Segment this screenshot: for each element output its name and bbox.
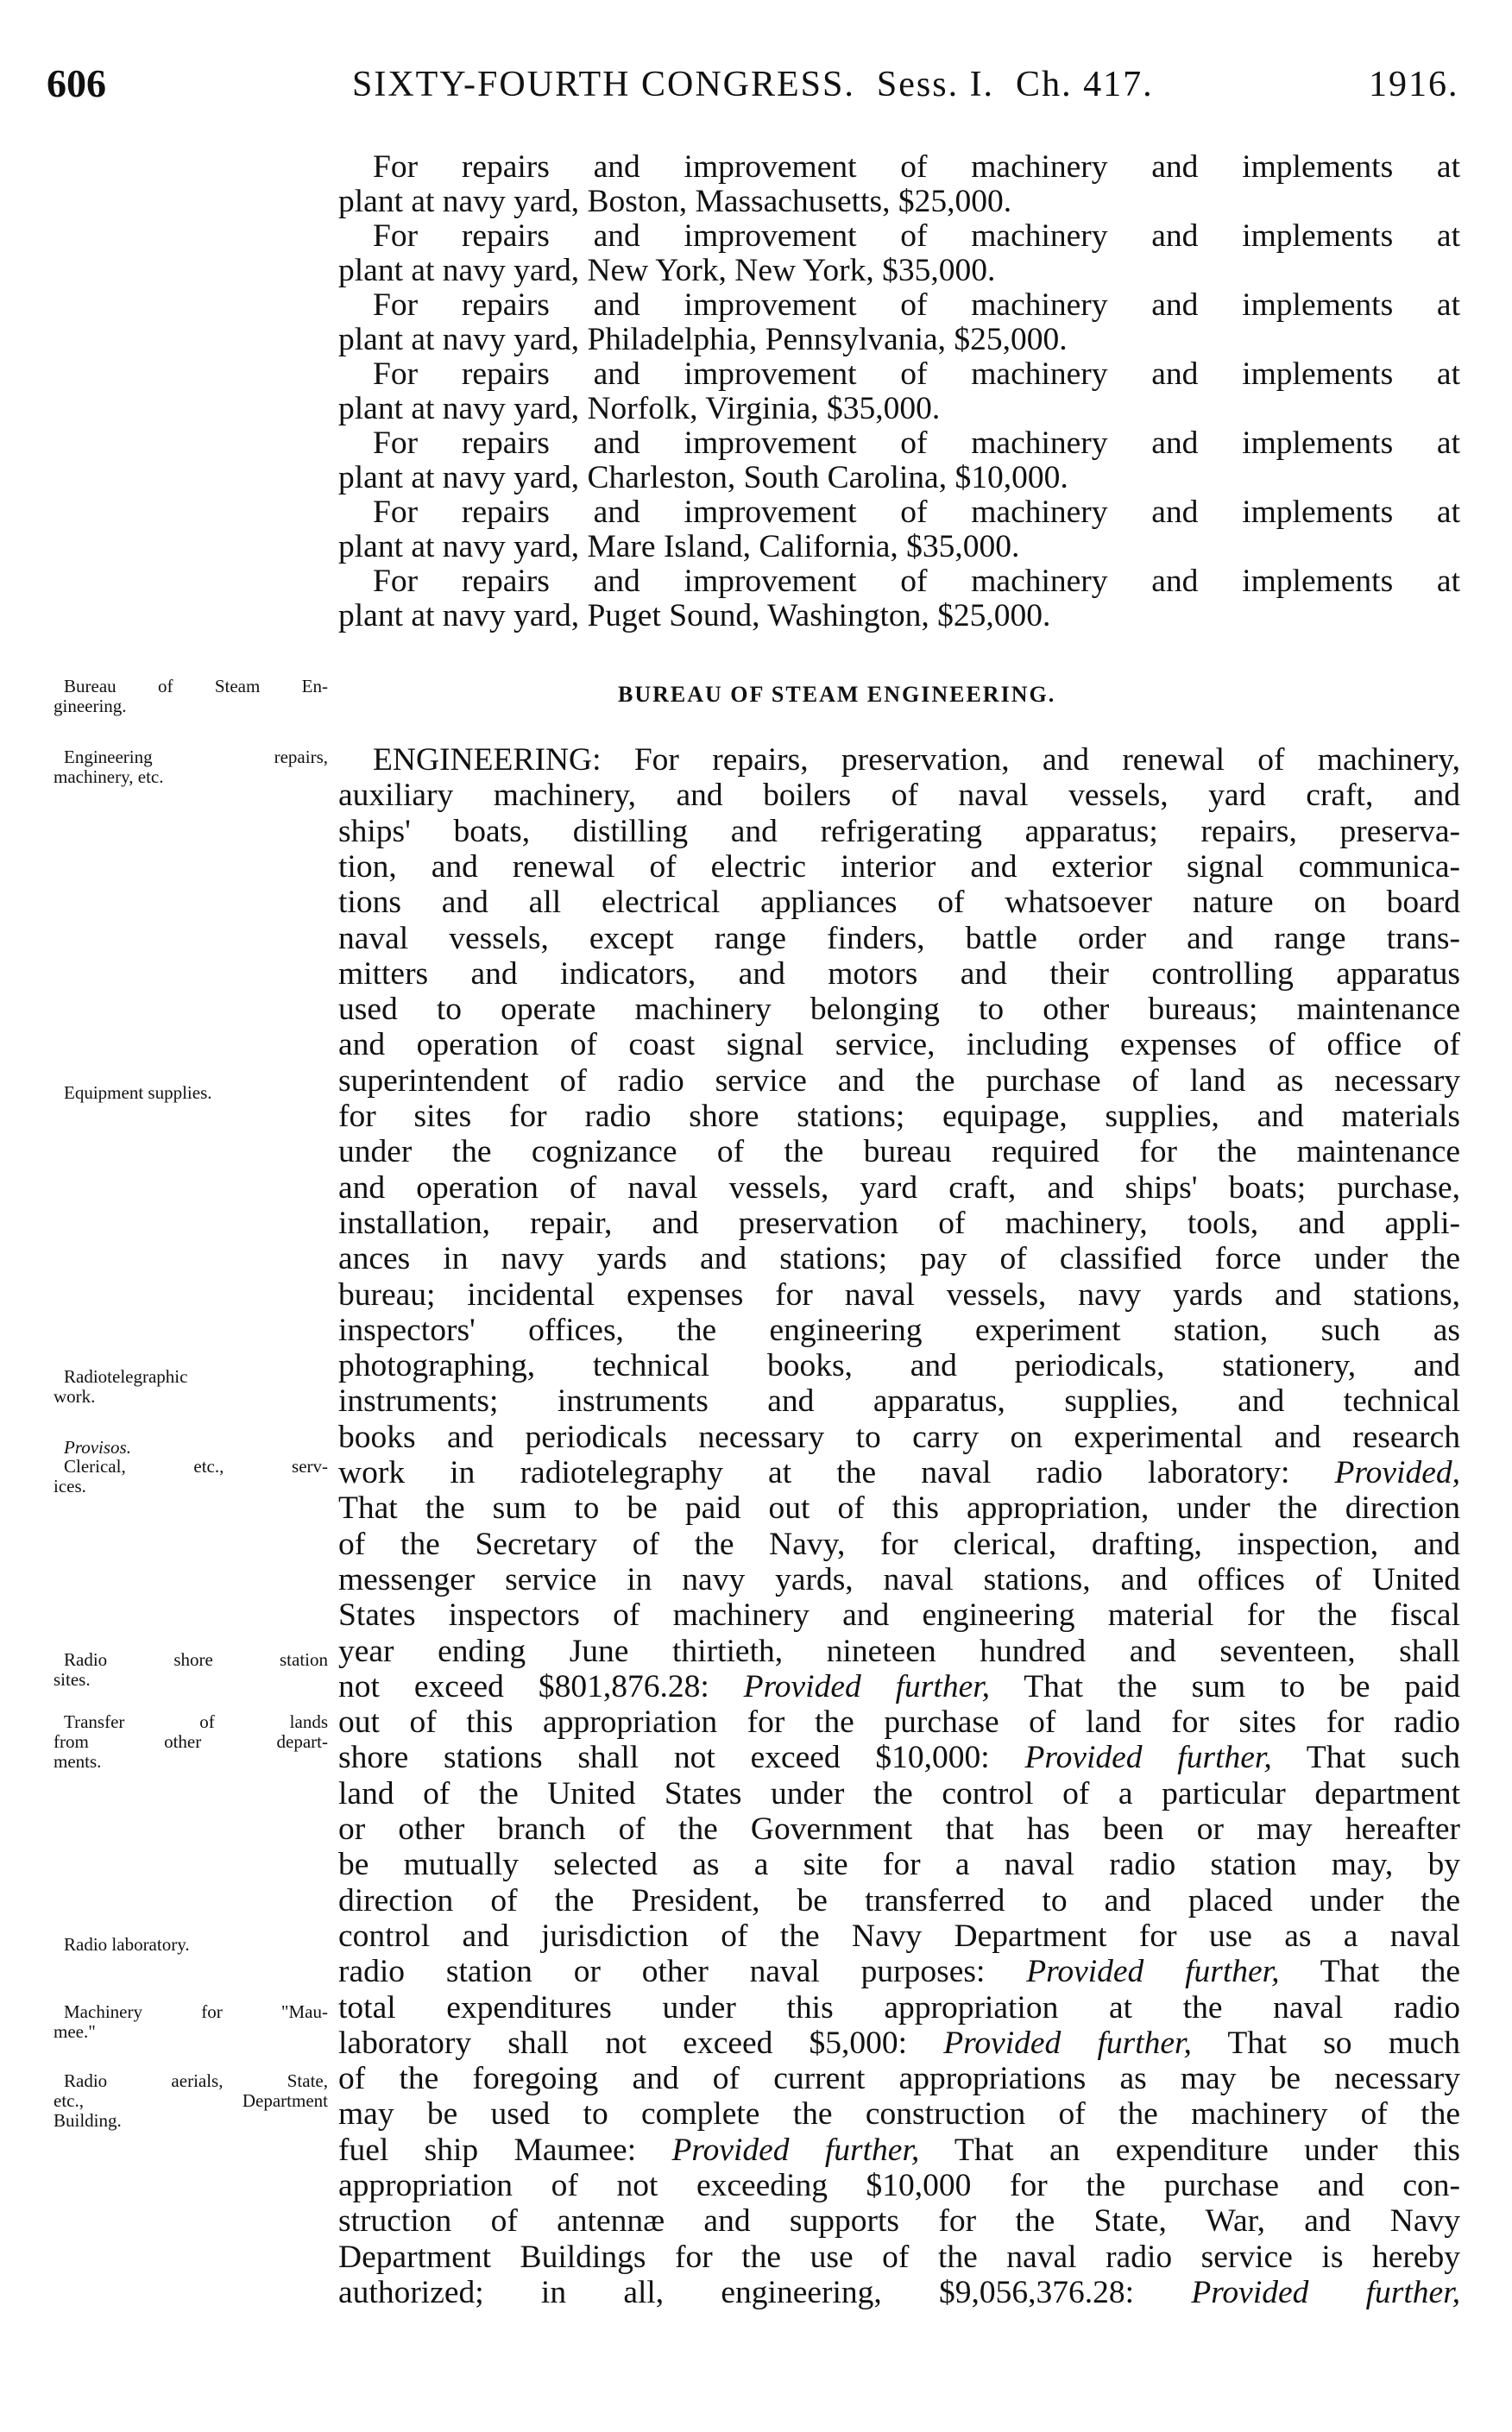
note-radiotelegraphic-work — [54, 1367, 328, 1407]
proviso-phrase: Provided further, — [1024, 1740, 1272, 1776]
body-line: photographing, technical books, and periodicals, stationery, and — [338, 1348, 1460, 1384]
repairs-line: For repairs and improvement of machinery and implements at — [373, 149, 1460, 185]
repairs-line: plant at navy yard, Norfolk, Virginia, $35,000. — [338, 391, 941, 426]
body-line: messenger service in navy yards, naval stations, and offices of United — [338, 1561, 1460, 1597]
body-line: auxiliary machinery, and boilers of naval vessels, yard craft, and — [338, 778, 1460, 814]
body-line: struction of antennæ and supports for the State, War, and Navy — [338, 2203, 1460, 2240]
body-line: installation, repair, and preservation of machinery, tools, and appli- — [338, 1205, 1460, 1241]
repairs-line: For repairs and improvement of machinery and implements at — [373, 425, 1460, 461]
repairs-line: plant at navy yard, Charleston, South Carolina, $10,000. — [338, 460, 1068, 495]
body-text: radio station or other naval purposes: — [338, 1954, 1027, 1990]
body-line — [338, 1740, 1460, 1775]
margin-note-line: Radio shore station — [64, 1649, 328, 1670]
body-line: be mutually selected as a site for a naval radio station may, by — [338, 1847, 1460, 1883]
body-line — [338, 1954, 1460, 1989]
margin-note-line: Radio laboratory. — [64, 1934, 190, 1955]
body-text: authorized; in all, engineering, $9,056,376.28: — [338, 2274, 1192, 2310]
body-line: Department Buildings for the use of the naval radio service is hereby — [338, 2239, 1460, 2275]
running-title: SIXTY-FOURTH CONGRESS. Sess. I. Ch. 417. — [352, 65, 1154, 104]
body-text: laboratory shall not exceed $5,000: — [338, 2025, 944, 2061]
proviso-phrase: Provided further, — [943, 2025, 1192, 2061]
repairs-line: For repairs and improvement of machinery and implements at — [373, 495, 1460, 530]
note-radio-shore-station-sites — [54, 1650, 328, 1690]
body-text: That the — [1279, 1954, 1461, 1990]
body-line: mitters and indicators, and motors and their controlling apparatus — [338, 955, 1460, 992]
body-line: or other branch of the Government that has been or may hereafter — [338, 1811, 1460, 1847]
body-line: and operation of naval vessels, yard craft, and ships' boats; purchase, — [338, 1169, 1460, 1206]
body-text: shore stations shall not exceed $10,000: — [338, 1740, 1025, 1776]
margin-note-line: Machinery for "Mau- — [64, 2001, 328, 2022]
repairs-line: plant at navy yard, New York, New York, $35,000. — [338, 253, 996, 288]
body-line: That the sum to be paid out of this appropriation, under the direction — [338, 1490, 1460, 1527]
margin-note-line: Provisos. — [64, 1437, 131, 1458]
note-bureau-of-steam-engineering — [54, 677, 328, 716]
repairs-line: plant at navy yard, Puget Sound, Washington, $25,000. — [338, 598, 1051, 633]
repairs-line: plant at navy yard, Boston, Massachusetts, $25,000. — [338, 184, 1012, 219]
body-line: inspectors' offices, the engineering experiment station, such as — [338, 1312, 1460, 1348]
margin-note-line: machinery, etc. — [54, 766, 164, 787]
proviso-phrase: Provided further, — [671, 2132, 920, 2168]
body-line: out of this appropriation for the purchase of land for sites for radio — [338, 1704, 1460, 1741]
proviso-phrase: Provided, — [1334, 1455, 1460, 1490]
body-line — [338, 2026, 1460, 2061]
page-header — [0, 60, 1512, 112]
body-line: tions and all electrical appliances of whatsoever nature on board — [338, 885, 1460, 921]
body-line: bureau; incidental expenses for naval vessels, navy yards and stations, — [338, 1276, 1460, 1313]
repairs-line: For repairs and improvement of machinery and implements at — [373, 564, 1460, 599]
body-line: naval vessels, except range finders, battle order and range trans- — [338, 920, 1460, 956]
section-heading: BUREAU OF STEAM ENGINEERING. — [618, 682, 1056, 707]
body-text: That such — [1271, 1740, 1461, 1776]
proviso-phrase: Provided further, — [1026, 1954, 1280, 1990]
body-text: not exceed $801,876.28: — [338, 1668, 744, 1704]
body-line — [373, 742, 1460, 778]
body-line: of the foregoing and of current appropriations as may be necessary — [338, 2061, 1460, 2097]
body-line: appropriation of not exceeding $10,000 for the purchase and con- — [338, 2168, 1460, 2203]
proviso-phrase: Provided further, — [1191, 2274, 1460, 2310]
body-text: fuel ship Maumee: — [338, 2132, 672, 2168]
margin-note-line: from other depart- — [54, 1731, 328, 1752]
margin-note-line: gineering. — [54, 696, 127, 716]
body-line: control and jurisdiction of the Navy Department for use as a naval — [338, 1918, 1460, 1954]
body-line: direction of the President, be transferred to and placed under the — [338, 1882, 1460, 1919]
body-line: tion, and renewal of electric interior and exterior signal communica- — [338, 848, 1460, 885]
body-text: That the sum to be paid — [990, 1668, 1460, 1704]
body-line: and operation of coast signal service, including expenses of office of — [338, 1027, 1460, 1063]
note-machinery-for-maumee — [54, 2002, 328, 2042]
body-line — [338, 1455, 1460, 1490]
note-engineering-repairs — [54, 747, 328, 787]
body-line: year ending June thirtieth, nineteen hundred and seventeen, shall — [338, 1633, 1460, 1669]
margin-note-line: Equipment supplies. — [64, 1082, 212, 1103]
body-line: total expenditures under this appropriation at the naval radio — [338, 1989, 1460, 2026]
note-transfer-of-lands — [54, 1712, 328, 1772]
note-equipment-supplies — [54, 1083, 328, 1103]
repairs-line: For repairs and improvement of machinery and implements at — [373, 356, 1460, 392]
note-provisos — [54, 1438, 328, 1458]
margin-note-line: Transfer of lands — [64, 1711, 328, 1732]
body-line: used to operate machinery belonging to other bureaus; maintenance — [338, 992, 1460, 1028]
repairs-line: For repairs and improvement of machinery and implements at — [373, 287, 1460, 323]
margin-note-line: sites. — [54, 1669, 91, 1690]
body-line — [338, 2133, 1460, 2168]
engineering-lead: ENGINEERING: — [373, 742, 634, 778]
body-text: For repairs, preservation, and renewal of machinery, — [633, 742, 1460, 778]
body-line: States inspectors of machinery and engineering material for the fiscal — [338, 1597, 1460, 1634]
body-line — [338, 1669, 1460, 1704]
body-text: That an expenditure under this — [919, 2132, 1460, 2168]
body-line: land of the United States under the control of a particular department — [338, 1775, 1460, 1811]
running-year: 1916. — [1369, 65, 1459, 104]
margin-note-line: mee." — [54, 2021, 96, 2042]
repairs-line: For repairs and improvement of machinery and implements at — [373, 218, 1460, 254]
margin-note-line: Bureau of Steam En- — [64, 676, 328, 696]
note-radio-laboratory — [54, 1935, 328, 1955]
body-line: ances in navy yards and stations; pay of classified force under the — [338, 1241, 1460, 1277]
note-radio-aerials — [54, 2071, 328, 2131]
body-line: ships' boats, distilling and refrigerating apparatus; repairs, preserva- — [338, 813, 1460, 849]
margin-note-line: Clerical, etc., serv- — [64, 1456, 328, 1477]
body-text: That so much — [1191, 2025, 1461, 2061]
body-line: of the Secretary of the Navy, for clerical, drafting, inspection, and — [338, 1526, 1460, 1562]
margin-note-line: ments. — [54, 1751, 102, 1772]
body-line: for sites for radio shore stations; equipage, supplies, and materials — [338, 1099, 1460, 1134]
margin-note-line: Building. — [54, 2110, 122, 2131]
repairs-line: plant at navy yard, Mare Island, California, $35,000. — [338, 529, 1020, 564]
note-clerical-services — [54, 1457, 328, 1496]
body-line: superintendent of radio service and the purchase of land as necessary — [338, 1062, 1460, 1099]
margin-note-line: etc., Department — [54, 2090, 328, 2111]
proviso-phrase: Provided further, — [743, 1668, 991, 1704]
body-line — [338, 2275, 1460, 2310]
body-line: under the cognizance of the bureau required for the maintenance — [338, 1134, 1460, 1170]
margin-note-line: work. — [54, 1386, 96, 1407]
body-text: work in radiotelegraphy at the naval radio laboratory: — [338, 1455, 1335, 1490]
body-line: may be used to complete the construction of the machinery of the — [338, 2096, 1460, 2133]
margin-note-line: Engineering repairs, — [64, 747, 328, 767]
body-line: instruments; instruments and apparatus, supplies, and technical — [338, 1383, 1460, 1420]
body-line: books and periodicals necessary to carry on experimental and research — [338, 1419, 1460, 1455]
page-number: 606 — [47, 61, 106, 105]
repairs-line: plant at navy yard, Philadelphia, Pennsylvania, $25,000. — [338, 322, 1068, 357]
margin-note-line: Radio aerials, State, — [64, 2070, 328, 2091]
margin-note-line: ices. — [54, 1476, 86, 1496]
margin-note-line: Radiotelegraphic — [64, 1366, 188, 1387]
